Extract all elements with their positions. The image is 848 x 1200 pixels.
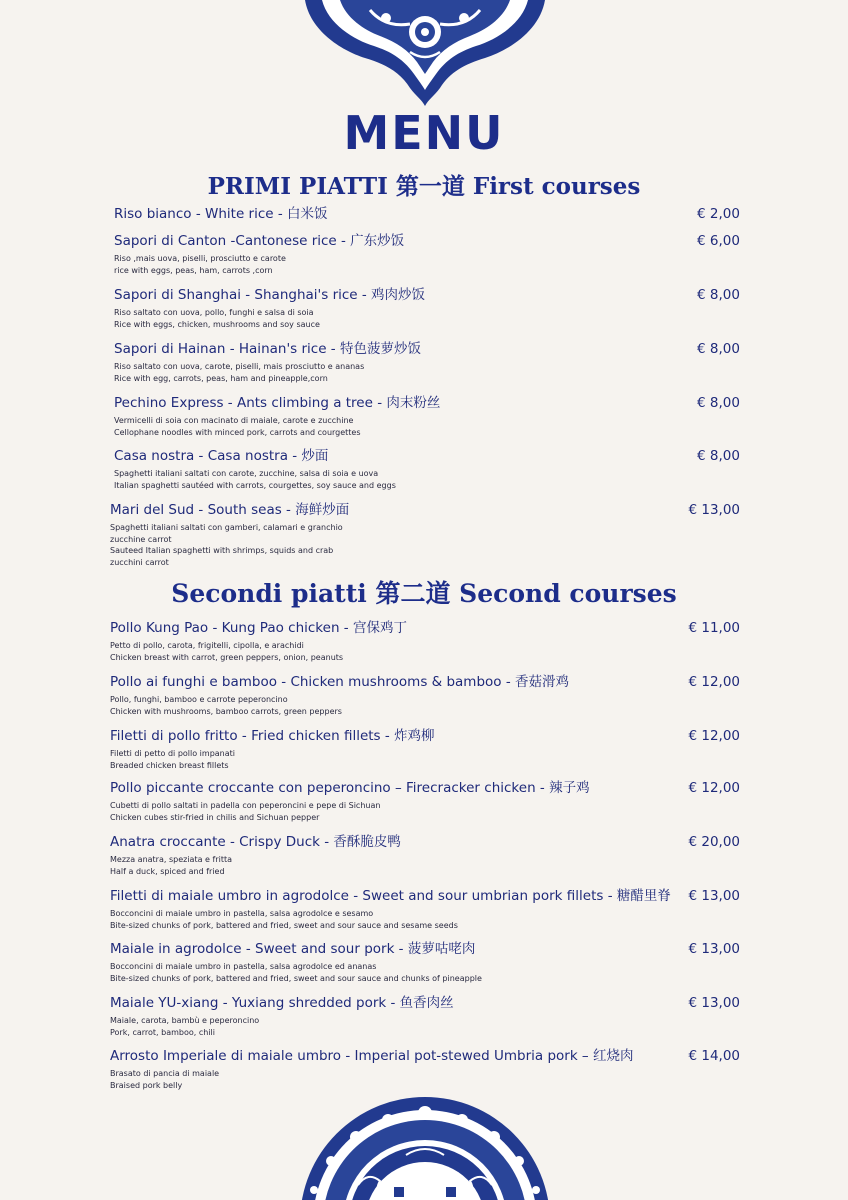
menu-item (110, 501, 740, 568)
dish-name: Pechino Express - Ants climbing a tree - 肉末粉丝 (114, 395, 441, 411)
dish-price: € 13,00 (688, 888, 740, 904)
menu-item (110, 887, 740, 931)
dish-name: Riso bianco - White rice - 白米饭 (114, 206, 328, 222)
dish-name: Pollo Kung Pao - Kung Pao chicken - 宫保鸡丁 (110, 620, 407, 636)
menu-item (114, 205, 740, 223)
menu-item (110, 619, 740, 663)
dish-name: Anatra croccante - Crispy Duck - 香酥脆皮鸭 (110, 834, 401, 850)
dish-price: € 12,00 (688, 728, 740, 744)
dish-description: Riso ,mais uova, piselli, prosciutto e carote rice with eggs, peas, ham, carrots ,corn (114, 254, 286, 275)
dish-price: € 8,00 (697, 287, 740, 303)
dish-description: Riso saltato con uova, carote, piselli, mais prosciutto e ananas Rice with egg, carrots, peas, ham and pineapple,corn (114, 362, 365, 383)
dish-price: € 2,00 (697, 206, 740, 222)
dish-name: Arrosto Imperiale di maiale umbro - Imperial pot-stewed Umbria pork – 红烧肉 (110, 1048, 634, 1064)
dish-description: Maiale, carota, bambù e peperoncino Pork, carrot, bamboo, chili (110, 1016, 260, 1037)
menu-item (114, 340, 740, 384)
dish-name: Pollo ai funghi e bamboo - Chicken mushrooms & bamboo - 香菇滑鸡 (110, 674, 569, 690)
dish-price: € 13,00 (688, 502, 740, 518)
dish-description: Bocconcini di maiale umbro in pastella, salsa agrodolce ed ananas Bite-sized chunks of pork, battered and fried, sweet and sour sauce and chunks of pineapple (110, 962, 482, 983)
dish-description: Bocconcini di maiale umbro in pastella, salsa agrodolce e sesamo Bite-sized chunks of pork, battered and fried, sweet and sour sauce and sesame seeds (110, 909, 458, 930)
dish-name: Pollo piccante croccante con peperoncino – Firecracker chicken - 辣子鸡 (110, 780, 590, 796)
dish-price: € 8,00 (697, 448, 740, 464)
menu-item (114, 286, 740, 330)
dish-name: Sapori di Hainan - Hainan's rice - 特色菠萝炒饭 (114, 341, 421, 357)
dish-description: Brasato di pancia di maiale Braised pork belly (110, 1069, 220, 1090)
dish-price: € 13,00 (688, 995, 740, 1011)
dish-price: € 6,00 (697, 233, 740, 249)
dish-name: Casa nostra - Casa nostra - 炒面 (114, 448, 329, 464)
dish-description: Spaghetti italiani saltati con carote, zucchine, salsa di soia e uova Italian spaghetti sautéed with carrots, courgettes, soy sauce and eggs (114, 469, 396, 490)
dish-name: Maiale in agrodolce - Sweet and sour pork - 菠萝咕咾肉 (110, 941, 476, 957)
menu-item (110, 779, 740, 823)
menu-item (110, 1047, 740, 1091)
menu-item (110, 673, 740, 717)
dish-price: € 8,00 (697, 395, 740, 411)
dish-description: Pollo, funghi, bamboo e carrote peperoncino Chicken with mushrooms, bamboo carrots, green peppers (110, 695, 342, 716)
dish-price: € 11,00 (688, 620, 740, 636)
dish-description: Filetti di petto di pollo impanati Breaded chicken breast fillets (110, 749, 236, 770)
dish-price: € 13,00 (688, 941, 740, 957)
menu-item (114, 394, 740, 438)
dish-description: Petto di pollo, carota, frigitelli, cipolla, e arachidi Chicken breast with carrot, green peppers, onion, peanuts (110, 641, 344, 662)
menu-title: MENU (343, 106, 505, 160)
dish-description: Riso saltato con uova, pollo, funghi e salsa di soia Rice with eggs, chicken, mushrooms and soy sauce (114, 308, 320, 329)
dish-description: Spaghetti italiani saltati con gamberi, calamari e granchio zucchine carrot Sauteed Italian spaghetti with shrimps, squids and crab zucchini carrot (110, 523, 343, 567)
dish-name: Sapori di Shanghai - Shanghai's rice - 鸡肉炒饭 (114, 287, 426, 303)
top-ornament (300, 0, 550, 110)
dish-name: Mari del Sud - South seas - 海鲜炒面 (110, 502, 350, 518)
dish-name: Filetti di maiale umbro in agrodolce - Sweet and sour umbrian pork fillets - 糖醋里脊 (110, 888, 671, 904)
dish-price: € 14,00 (688, 1048, 740, 1064)
menu-item (110, 994, 740, 1038)
dish-name: Filetti di pollo fritto - Fried chicken fillets - 炸鸡柳 (110, 728, 435, 744)
menu-item (114, 232, 740, 276)
menu-item (110, 940, 740, 984)
section-title-first-courses: PRIMI PIATTI 第一道 First courses (207, 173, 641, 200)
section-title-second-courses: Secondi piatti 第二道 Second courses (171, 579, 677, 608)
dish-description: Cubetti di pollo saltati in padella con peperoncini e pepe di Sichuan Chicken cubes stir-fried in chilis and Sichuan pepper (110, 801, 381, 822)
dish-price: € 20,00 (688, 834, 740, 850)
dish-price: € 12,00 (688, 780, 740, 796)
menu-item (110, 727, 740, 771)
dish-price: € 12,00 (688, 674, 740, 690)
menu-item (110, 833, 740, 877)
dish-description: Vermicelli di soia con macinato di maiale, carote e zucchine Cellophane noodles with minced pork, carrots and courgettes (114, 416, 361, 437)
menu-item (114, 447, 740, 491)
dish-name: Maiale YU-xiang - Yuxiang shredded pork - 鱼香肉丝 (110, 995, 454, 1011)
bottom-ornament (298, 1095, 552, 1200)
dish-name: Sapori di Canton -Cantonese rice - 广东炒饭 (114, 233, 405, 249)
dish-description: Mezza anatra, speziata e fritta Half a duck, spiced and fried (110, 855, 232, 876)
dish-price: € 8,00 (697, 341, 740, 357)
